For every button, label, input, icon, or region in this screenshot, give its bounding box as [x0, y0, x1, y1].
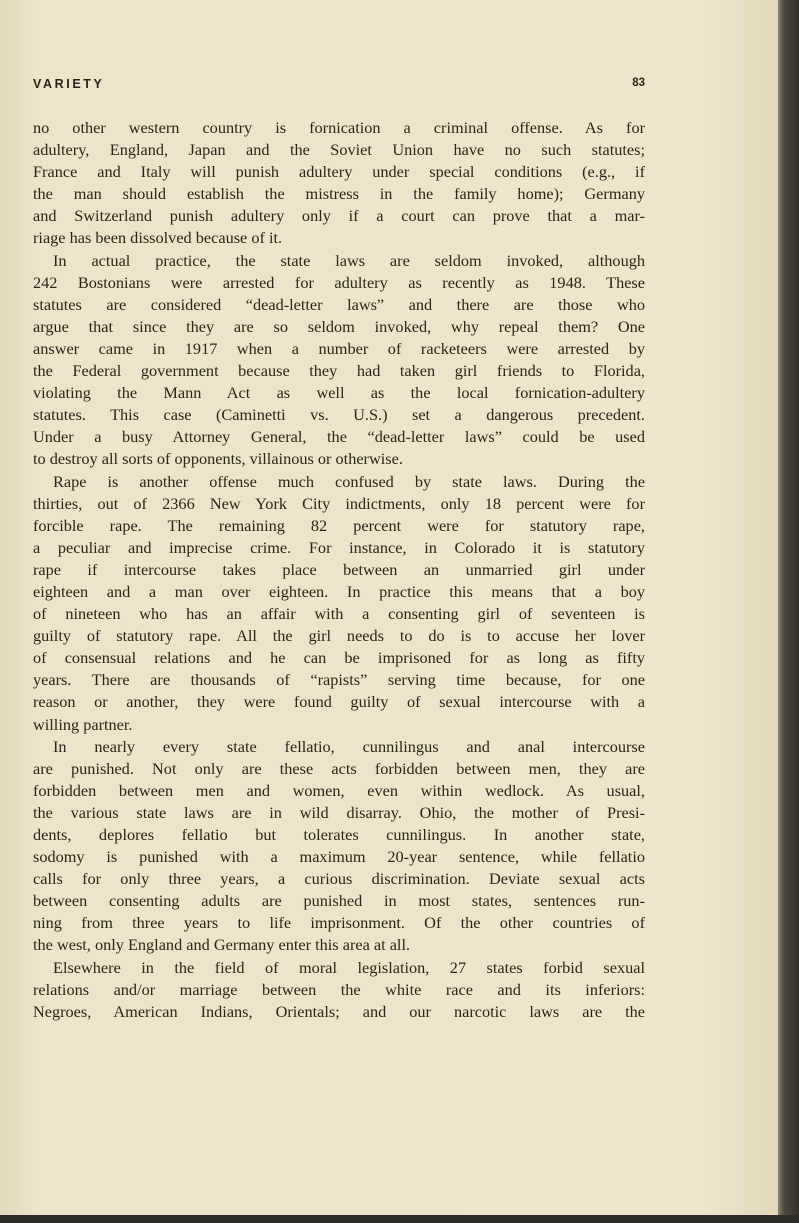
text-line: In nearly every state fellatio, cunnilingus and anal intercourse — [53, 736, 645, 756]
paragraph-1 — [33, 117, 645, 250]
text-line: ning from three years to life imprisonment. Of the other countries of — [33, 913, 645, 933]
text-line: no other western country is fornication a criminal offense. As for — [33, 118, 645, 137]
text-line: relations and/or marriage between the white race and its inferiors: — [33, 979, 645, 999]
text-line: willing partner. — [33, 714, 133, 734]
text-line: rape if intercourse takes place between an unmarried girl under — [33, 559, 645, 579]
text-line: Negroes, American Indians, Orientals; and our narcotic laws are the — [33, 1001, 645, 1021]
page-number: 83 — [632, 77, 645, 89]
section-title: VARIETY — [33, 77, 105, 91]
text-line: Under a busy Attorney General, the “dead-letter laws” could be used — [33, 427, 645, 447]
paragraph-5 — [33, 957, 645, 1023]
text-line: France and Italy will punish adultery under special conditions (e.g., if — [33, 162, 645, 182]
text-line: Elsewhere in the field of moral legislation, 27 states forbid sexual — [53, 957, 645, 977]
paragraph-2 — [33, 250, 645, 471]
text-line: of nineteen who has an affair with a consenting girl of seventeen is — [33, 604, 645, 624]
text-line: In actual practice, the state laws are seldom invoked, although — [53, 250, 645, 270]
body-text — [33, 117, 645, 1023]
text-line: forcible rape. The remaining 82 percent were for statutory rape, — [33, 515, 645, 535]
running-head — [33, 75, 645, 95]
text-line: sodomy is punished with a maximum 20-year sentence, while fellatio — [33, 847, 645, 867]
paragraph-4 — [33, 736, 645, 957]
text-line: to destroy all sorts of opponents, villainous or otherwise. — [33, 449, 403, 469]
text-line: of consensual relations and he can be imprisoned for as long as fifty — [33, 648, 645, 668]
book-spine-shadow — [778, 0, 799, 1223]
text-line: guilty of statutory rape. All the girl needs to do is to accuse her lover — [33, 626, 645, 646]
text-line: answer came in 1917 when a number of racketeers were arrested by — [33, 338, 645, 358]
text-line: statutes are considered “dead-letter laws” and there are those who — [33, 294, 645, 314]
text-line: eighteen and a man over eighteen. In practice this means that a boy — [33, 581, 645, 601]
text-line: and Switzerland punish adultery only if a court can prove that a mar- — [33, 206, 645, 226]
text-line: forbidden between men and women, even within wedlock. As usual, — [33, 780, 645, 800]
text-line: the Federal government because they had taken girl friends to Florida, — [33, 361, 645, 381]
text-line: the man should establish the mistress in the family home); Germany — [33, 184, 645, 204]
text-line: calls for only three years, a curious discrimination. Deviate sexual acts — [33, 869, 645, 889]
text-line: are punished. Not only are these acts forbidden between men, they are — [33, 758, 645, 778]
text-line: statutes. This case (Caminetti vs. U.S.) set a dangerous precedent. — [33, 405, 645, 425]
text-line: adultery, England, Japan and the Soviet Union have no such statutes; — [33, 140, 645, 160]
text-line: the west, only England and Germany enter this area at all. — [33, 935, 411, 955]
text-line: violating the Mann Act as well as the local fornication-adultery — [33, 383, 645, 403]
text-line: between consenting adults are punished in most states, sentences run- — [33, 891, 645, 911]
text-line: argue that since they are so seldom invoked, why repeal them? One — [33, 316, 645, 336]
text-line: dents, deplores fellatio but tolerates cunnilingus. In another state, — [33, 825, 645, 844]
text-line: riage has been dissolved because of it. — [33, 228, 283, 248]
text-line: thirties, out of 2366 New York City indictments, only 18 percent were for — [33, 493, 645, 513]
text-line: years. There are thousands of “rapists” serving time because, for one — [33, 670, 645, 690]
text-line: a peculiar and imprecise crime. For instance, in Colorado it is statutory — [33, 537, 645, 557]
page-bottom-edge — [0, 1215, 799, 1223]
text-line: 242 Bostonians were arrested for adultery as recently as 1948. These — [33, 272, 645, 292]
paragraph-3 — [33, 471, 645, 736]
text-line: the various state laws are in wild disarray. Ohio, the mother of Presi- — [33, 802, 645, 822]
text-line: reason or another, they were found guilty of sexual intercourse with a — [33, 692, 645, 712]
text-line: Rape is another offense much confused by state laws. During the — [53, 471, 645, 491]
